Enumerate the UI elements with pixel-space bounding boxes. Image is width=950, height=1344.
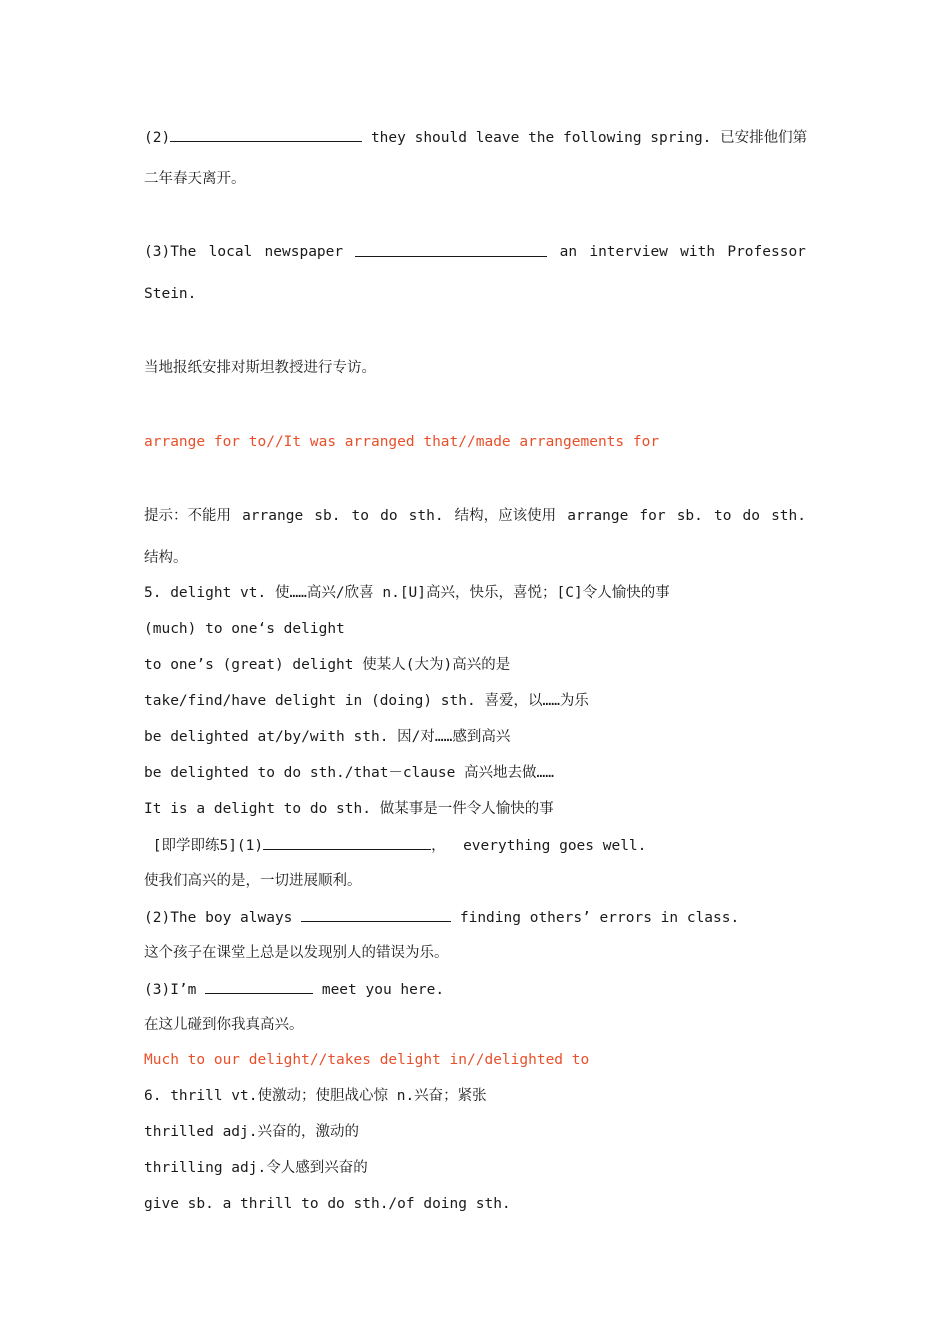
word: newspaper: [264, 244, 344, 260]
exercise-5-q1: [144, 835, 646, 856]
answer-blank[interactable]: [355, 242, 547, 257]
answer-blank[interactable]: [301, 907, 451, 922]
exercise-4-q3-translation: 当地报纸安排对斯坦教授进行专访。: [144, 360, 376, 376]
answer-blank[interactable]: [170, 127, 362, 142]
word: sb.: [676, 508, 703, 524]
word: to: [713, 508, 732, 524]
item-5-heading: 5. delight vt. 使……高兴/欣喜 n.[U]高兴，快乐，喜悦；[C]令人愉快的事: [144, 585, 670, 601]
exercise-4-answer: arrange for to//It was arranged that//made arrangements for: [144, 434, 660, 450]
question-text: finding others’ errors in class.: [451, 910, 740, 926]
exercise-4-tip-continuation: 结构。: [144, 550, 188, 566]
exercise-5-q1-translation: 使我们高兴的是，一切进展顺利。: [144, 873, 362, 889]
exercise-4-q3-continuation: Stein.: [144, 286, 197, 302]
exercise-5-answer: Much to our delight//takes delight in//delighted to: [144, 1052, 590, 1068]
exercise-5-q2-translation: 这个孩子在课堂上总是以发现别人的错误为乐。: [144, 945, 449, 961]
word: arrange: [242, 508, 304, 524]
phrase: take/find/have delight in (doing) sth. 喜爱，以……为乐: [144, 693, 589, 709]
question-text: they should leave the following spring. 已安排他们第: [370, 130, 808, 146]
answer-blank[interactable]: [263, 835, 431, 850]
tip-label: 提示：不能用: [144, 508, 231, 524]
word: Professor: [727, 244, 806, 260]
phrase: (much) to one‘s delight: [144, 621, 345, 637]
phrase: thrilling adj.令人感到兴奋的: [144, 1160, 368, 1176]
exercise-5-q3: [144, 979, 444, 1000]
exercise-4-q3: [144, 242, 806, 262]
word: do: [742, 508, 760, 524]
word: interview: [589, 244, 668, 260]
word: an: [559, 244, 578, 260]
word: with: [680, 244, 716, 260]
phrase: give sb. a thrill to do sth./of doing sth.: [144, 1196, 511, 1212]
word: sth.: [408, 508, 444, 524]
exercise-4-q2-continuation: 二年春天离开。: [144, 171, 246, 187]
phrase: It is a delight to do sth. 做某事是一件令人愉快的事: [144, 801, 554, 817]
question-text: (3)I’m: [144, 982, 206, 998]
exercise-4-tip: [144, 506, 806, 526]
word: to: [351, 508, 370, 524]
word: (3)The: [144, 244, 197, 260]
word: 结构，应该使用: [454, 508, 557, 524]
word: for: [639, 508, 666, 524]
word: arrange: [567, 508, 629, 524]
phrase: be delighted at/by/with sth. 因/对……感到高兴: [144, 729, 511, 745]
word: sb.: [314, 508, 341, 524]
question-text: ， everything goes well.: [431, 838, 647, 854]
exercise-5-q2: [144, 907, 739, 928]
exercise-4-q2: [144, 127, 807, 148]
phrase: to one’s (great) delight 使某人(大为)高兴的是: [144, 657, 511, 673]
question-number: (2): [144, 130, 171, 146]
word: do: [380, 508, 398, 524]
phrase: thrilled adj.兴奋的，激动的: [144, 1124, 359, 1140]
item-6-heading: 6. thrill vt.使激动；使胆战心惊 n.兴奋；紧张: [144, 1088, 487, 1104]
word: sth.: [771, 508, 806, 524]
phrase: be delighted to do sth./that－clause 高兴地去做……: [144, 765, 554, 781]
question-text: meet you here.: [313, 982, 445, 998]
question-number: [即学即练5](1): [144, 838, 264, 854]
word: local: [208, 244, 253, 260]
question-text: (2)The boy always: [144, 910, 302, 926]
exercise-5-q3-translation: 在这儿碰到你我真高兴。: [144, 1017, 304, 1033]
answer-blank[interactable]: [205, 979, 313, 994]
